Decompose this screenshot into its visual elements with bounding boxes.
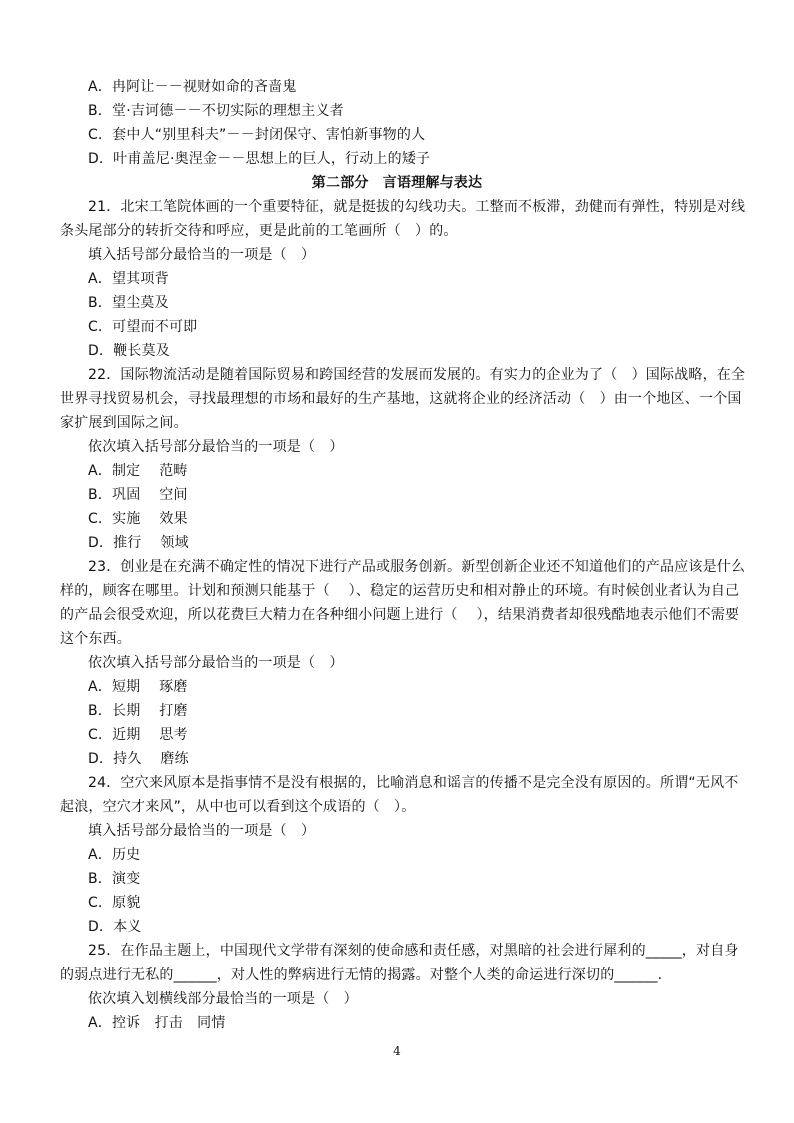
q24-stem-line: 起浪，空穴才来风”，从中也可以看到这个成语的（ ）。 bbox=[60, 799, 416, 815]
q23-option-a: A．短期 琢磨 bbox=[88, 679, 188, 695]
q21-option-a: A．望其项背 bbox=[88, 271, 169, 287]
q21-stem-line: 条头尾部分的转折交待和呼应，更是此前的工笔画所（ ）的。 bbox=[60, 223, 458, 239]
q24-option-b: B．演变 bbox=[88, 871, 141, 887]
q22-option-c: C．实施 效果 bbox=[88, 511, 188, 527]
q20-option-d: D．叶甫盖尼·奥涅金－－思想上的巨人，行动上的矮子 bbox=[88, 151, 431, 167]
q23-option-d: D．持久 磨练 bbox=[88, 751, 189, 767]
q23-option-b: B．长期 打磨 bbox=[88, 703, 188, 719]
q21-option-c: C．可望而不可即 bbox=[88, 319, 198, 335]
q22-stem-line: 家扩展到国际之间。 bbox=[60, 415, 188, 431]
q20-option-c: C．套中人“别里科夫”－－封闭保守、害怕新事物的人 bbox=[88, 127, 426, 143]
q25-stem-line: 25．在作品主题上，中国现代文学带有深刻的使命感和责任感，对黑暗的社会进行犀利的_____，对自身 bbox=[88, 943, 739, 959]
q24-option-c: C．原貌 bbox=[88, 895, 141, 911]
q22-option-b: B．巩固 空间 bbox=[88, 487, 188, 503]
q21-stem-line: 21．北宋工笔院体画的一个重要特征，就是挺拔的勾线功夫。工整而不板滞，劲健而有弹性，特别是对线 bbox=[88, 199, 746, 215]
q25-option-a: A．控诉 打击 同情 bbox=[88, 1015, 226, 1031]
q21-prompt: 填入括号部分最恰当的一项是（ ） bbox=[88, 247, 316, 263]
q23-stem-line: 的产品会很受欢迎，所以花费巨大精力在各种细小问题上进行（ ），结果消费者却很残酷地表示他们不需要 bbox=[60, 607, 740, 623]
q20-option-a: A．冉阿让－－视财如命的吝啬鬼 bbox=[88, 79, 297, 95]
q22-option-a: A．制定 范畴 bbox=[88, 463, 188, 479]
q24-option-a: A．历史 bbox=[88, 847, 141, 863]
q23-stem-line: 样的，顾客在哪里。计划和预测只能基于（ ）、稳定的运营历史和相对静止的环境。有时候创业者认为自己 bbox=[60, 583, 740, 599]
q24-stem-line: 24．空穴来风原本是指事情不是没有根据的，比喻消息和谣言的传播不是完全没有原因的。所谓“无风不 bbox=[88, 775, 739, 791]
q21-option-b: B．望尘莫及 bbox=[88, 295, 169, 311]
q22-stem-line: 世界寻找贸易机会，寻找最理想的市场和最好的生产基地，这就将企业的经济活动（ ）由一个地区、一个国 bbox=[60, 391, 742, 407]
q21-option-d: D．鞭长莫及 bbox=[88, 343, 170, 359]
q22-option-d: D．推行 领域 bbox=[88, 535, 189, 551]
q24-prompt: 填入括号部分最恰当的一项是（ ） bbox=[88, 823, 316, 839]
section-heading: 第二部分 言语理解与表达 bbox=[311, 175, 483, 191]
q23-option-c: C．近期 思考 bbox=[88, 727, 188, 743]
q24-option-d: D．本义 bbox=[88, 919, 142, 935]
q22-stem-line: 22．国际物流活动是随着国际贸易和跨国经营的发展而发展的。有实力的企业为了（ ）国际战略，在全 bbox=[88, 367, 746, 383]
page-number: 4 bbox=[393, 1044, 401, 1058]
q23-stem-line: 这个东西。 bbox=[60, 631, 131, 647]
q25-stem-line: 的弱点进行无私的______，对人性的弊病进行无情的揭露。对整个人类的命运进行深切的______. bbox=[60, 967, 663, 983]
q22-prompt: 依次填入括号部分最恰当的一项是（ ） bbox=[88, 439, 344, 455]
q23-stem-line: 23．创业是在充满不确定性的情况下进行产品或服务创新。新型创新企业还不知道他们的产品应该是什么 bbox=[88, 559, 746, 575]
q23-prompt: 依次填入括号部分最恰当的一项是（ ） bbox=[88, 655, 344, 671]
q20-option-b: B．堂·吉诃德－－不切实际的理想主义者 bbox=[88, 103, 344, 119]
q25-prompt: 依次填入划横线部分最恰当的一项是（ ） bbox=[88, 991, 358, 1007]
